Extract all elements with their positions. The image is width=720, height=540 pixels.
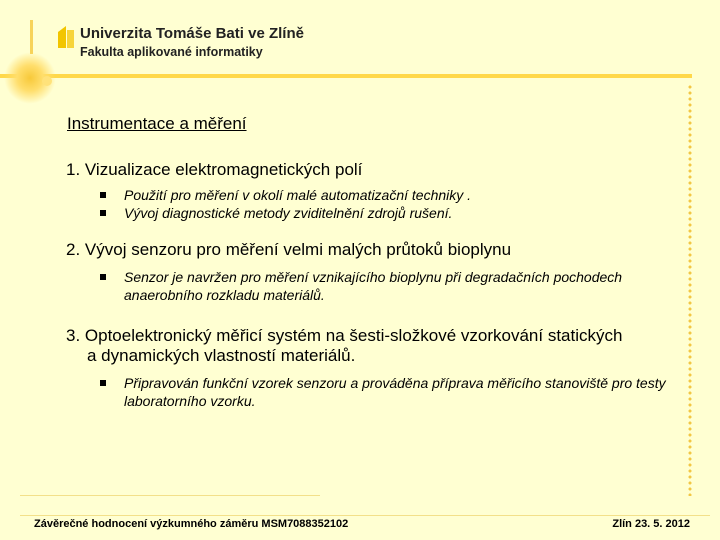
bullet-text: Použití pro měření v okolí malé automatizační techniky .	[124, 187, 472, 203]
footer-rule-short	[20, 495, 320, 496]
section-heading	[66, 160, 678, 180]
section-heading-text: 1. Vizualizace elektromagnetických polí	[66, 160, 363, 179]
utb-logo-icon	[58, 26, 74, 48]
bullet-icon	[100, 380, 106, 386]
bullet-list	[66, 186, 678, 222]
bullet-text: Připravován funkční vzorek senzoru a prováděna příprava měřicího stanoviště pro testy laboratorního vzorku.	[124, 375, 666, 409]
slide-title: Instrumentace a měření	[67, 114, 247, 133]
section-2	[66, 240, 678, 304]
section-1	[66, 160, 678, 222]
section-3	[66, 326, 678, 410]
section-heading-text: 2. Vývoj senzoru pro měření velmi malých průtoků bioplynu	[66, 240, 512, 259]
list-item	[66, 186, 678, 204]
footer-date: Zlín 23. 5. 2012	[612, 518, 690, 530]
list-item	[66, 268, 664, 304]
bullet-text: Senzor je navržen pro měření vznikajícího bioplynu při degradačních pochodech anaerobního rozkladu materiálů.	[124, 269, 623, 303]
section-heading	[66, 326, 678, 366]
bullet-list	[66, 374, 678, 410]
decorative-dot	[42, 76, 52, 86]
faculty-name: Fakulta aplikované informatiky	[80, 45, 263, 59]
section-heading	[66, 240, 678, 260]
right-dotted-border	[688, 84, 692, 496]
list-item	[66, 374, 720, 410]
bullet-icon	[100, 192, 106, 198]
footer-project-info: Závěrečné hodnocení výzkumného záměru MSM7088352102	[34, 518, 349, 530]
section-heading-continuation: a dynamických vlastností materiálů.	[87, 346, 356, 365]
university-name: Univerzita Tomáše Bati ve Zlíně	[80, 25, 304, 42]
left-accent-line	[30, 20, 33, 54]
header-rule	[0, 74, 692, 78]
footer-rule	[20, 515, 710, 516]
bullet-list	[66, 268, 678, 304]
bullet-icon	[100, 210, 106, 216]
list-item	[66, 204, 678, 222]
bullet-text: Vývoj diagnostické metody zviditelnění zdrojů rušení.	[124, 205, 453, 221]
section-heading-text: 3. Optoelektronický měřicí systém na šesti-složkové vzorkování statických	[66, 326, 623, 345]
bullet-icon	[100, 274, 106, 280]
